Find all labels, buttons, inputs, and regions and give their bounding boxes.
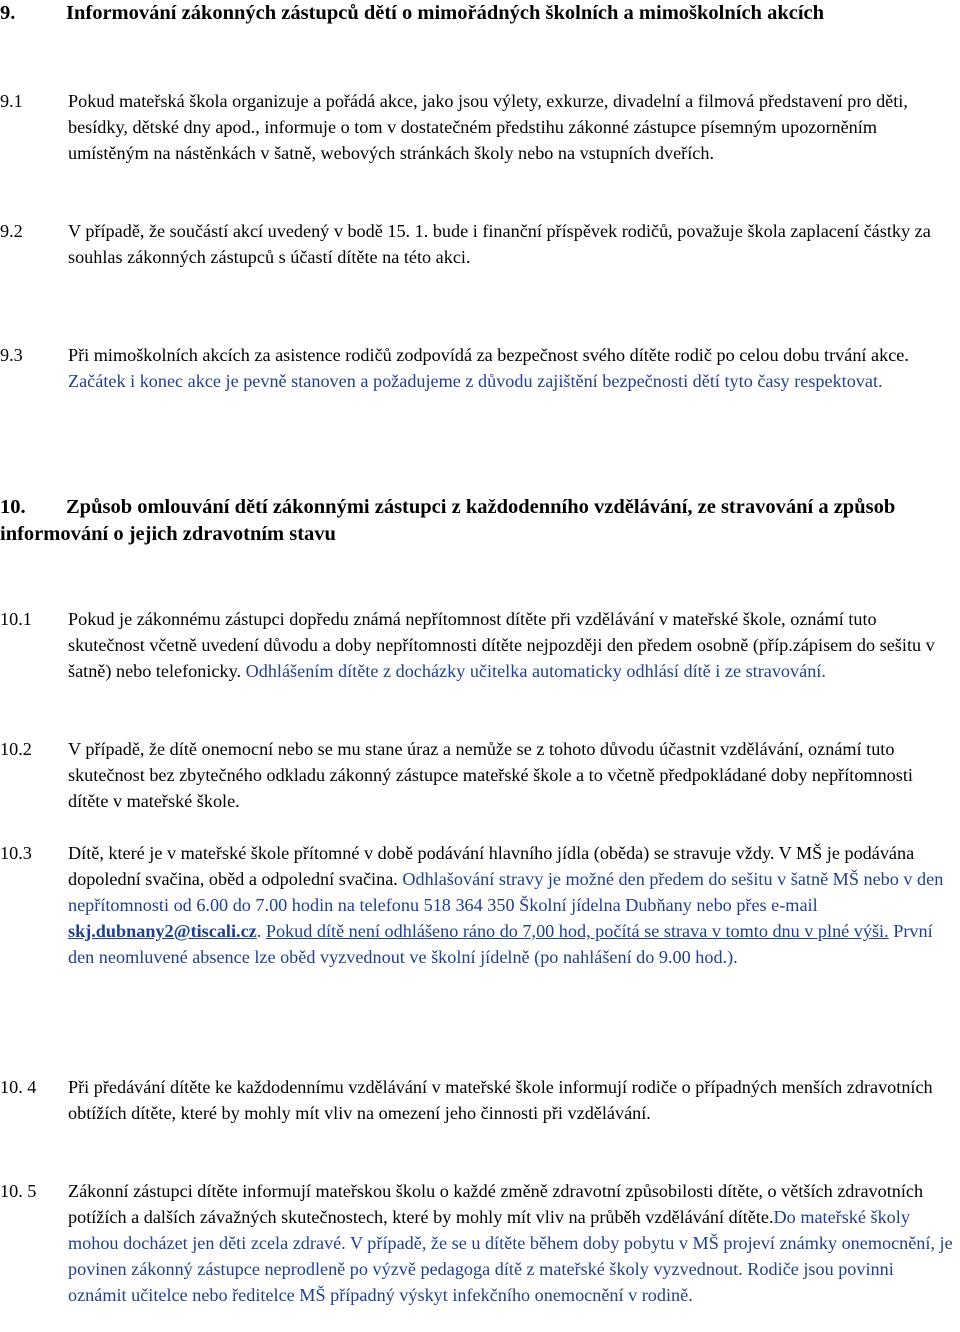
paragraph-text-part: Při mimoškolních akcích za asistence rodičů zodpovídá za bezpečnost svého dítěte rodič po celou dobu trvání akce. [68,345,909,365]
section-9-number: 9. [0,2,16,24]
paragraph-text: Při předávání dítěte ke každodennímu vzdělávání v mateřské škole informují rodiče o případných menších zdravotních obtížích dítěte, které by mohly mít vliv na omezení jeho činnosti při vzdělávání. [68,1077,933,1123]
section-10-number: 10. [0,496,26,518]
paragraph-text: Pokud mateřská škola organizuje a pořádá akce, jako jsou výlety, exkurze, divadelní a filmová představení pro děti, besídky, dětské dny apod., informuje o tom v dostatečném předstihu zákonné zástupce písemným upozorněním umístěným na nástěnkách v šatně, webových stránkách školy nebo na vstupních dveřích. [68,91,908,163]
paragraph-text-part: Zákonní zástupci dítěte informují mateřskou školu o každé změně zdravotní způsobilosti dítěte, o větších zdravotních potížích a dalších závažných skutečnostech, které by mohly mít vliv na průběh vzdělávání dítěte. [68,1181,924,1227]
paragraph-text: V případě, že dítě onemocní nebo se mu stane úraz a nemůže se z tohoto důvodu účastnit vzdělávání, oznámí tuto skutečnost bez zbytečného odkladu zákonný zástupce mateřské škole a to včetně předpokládané doby nepřítomnosti dítěte v mateřské škole. [68,739,913,811]
section-10-title: Způsob omlouvání dětí zákonnými zástupci z každodenního vzdělávání, ze stravování a způsob informování o jejich zdravotním stavu [0,496,896,545]
paragraph-10-5 [0,1178,960,1308]
paragraph-number: 10.1 [0,609,32,629]
paragraph-text-underlined: Pokud dítě není odhlášeno ráno do 7,00 hod, počítá se strava v tomto dnu v plné výši. [265,921,889,941]
email-link[interactable]: skj.dubnany2@tiscali.cz [68,921,257,941]
paragraph-text [68,342,956,394]
section-9-heading [0,0,955,27]
paragraph-text-part-blue: Do mateřské školy mohou docházet jen děti zcela zdravé. V případě, že se u dítěte během doby pobytu v MŠ projeví známky onemocnění, je povinen zákonný zástupce neprodleně po výzvě pedagoga dítě z mateřské školy vyzvednout. Rodiče jsou povinni oznámit učitelce nebo ředitelce MŠ případný výskyt infekčního onemocnění v rodině. [68,1207,953,1305]
paragraph-text [68,840,956,970]
paragraph-text: V případě, že součástí akcí uvedený v bodě 15. 1. bude i finanční příspěvek rodičů, považuje škola zaplacení částky za souhlas zákonných zástupců s účastí dítěte na této akci. [68,221,931,267]
paragraph-text [68,1178,956,1308]
paragraph-text-part-blue: Odhlášením dítěte z docházky učitelka automaticky odhlásí dítě i ze stravování. [241,661,826,681]
paragraph-10-2 [0,736,960,814]
paragraph-number: 10.3 [0,843,32,863]
paragraph-9-2 [0,218,960,270]
section-10-heading [0,494,955,548]
paragraph-number: 9.3 [0,345,23,365]
paragraph-number: 9.1 [0,91,23,111]
paragraph-number: 9.2 [0,221,23,241]
paragraph-9-3 [0,342,960,394]
paragraph-number: 10. 5 [0,1181,37,1201]
paragraph-10-1 [0,606,960,684]
paragraph-text-part: Pokud je zákonnému zástupci dopředu známá nepřítomnost dítěte při vzdělávání v mateřské škole, oznámí tuto skutečnost včetně uvedení důvodu a doby nepřítomnosti dítěte nejpozději den předem osobně (příp.zápisem do sešitu v šatně) nebo telefonicky. [68,609,935,681]
paragraph-10-3 [0,840,960,970]
section-9-title: Informování zákonných zástupců dětí o mimořádných školních a mimoškolních akcích [66,2,825,24]
paragraph-text [68,606,956,684]
paragraph-9-1 [0,88,960,166]
paragraph-10-4 [0,1074,960,1126]
paragraph-text-part-blue: Začátek i konec akce je pevně stanoven a požadujeme z důvodu zajištění bezpečnosti dětí tyto časy respektovat. [68,371,883,391]
paragraph-text-part-blue: Odhlašování stravy je možné den předem do sešitu v šatně MŠ nebo v den nepřítomnosti od 6.00 do 7.00 hodin na telefonu 518 364 350 Školní jídelna Dubňany nebo přes e-mail [68,869,944,915]
paragraph-number: 10. 4 [0,1077,37,1097]
paragraph-text-part-blue: . [256,921,266,941]
paragraph-text-part: Dítě, které je v mateřské škole přítomné v době podávání hlavního jídla (oběda) se stravuje vždy. V MŠ je podávána dopolední svačina, oběd a odpolední svačina. [68,843,915,889]
paragraph-text-part-blue: První den neomluvené absence lze oběd vyzvednout ve školní jídelně (po nahlášení do 9.00 hod.). [68,921,933,967]
paragraph-number: 10.2 [0,739,32,759]
